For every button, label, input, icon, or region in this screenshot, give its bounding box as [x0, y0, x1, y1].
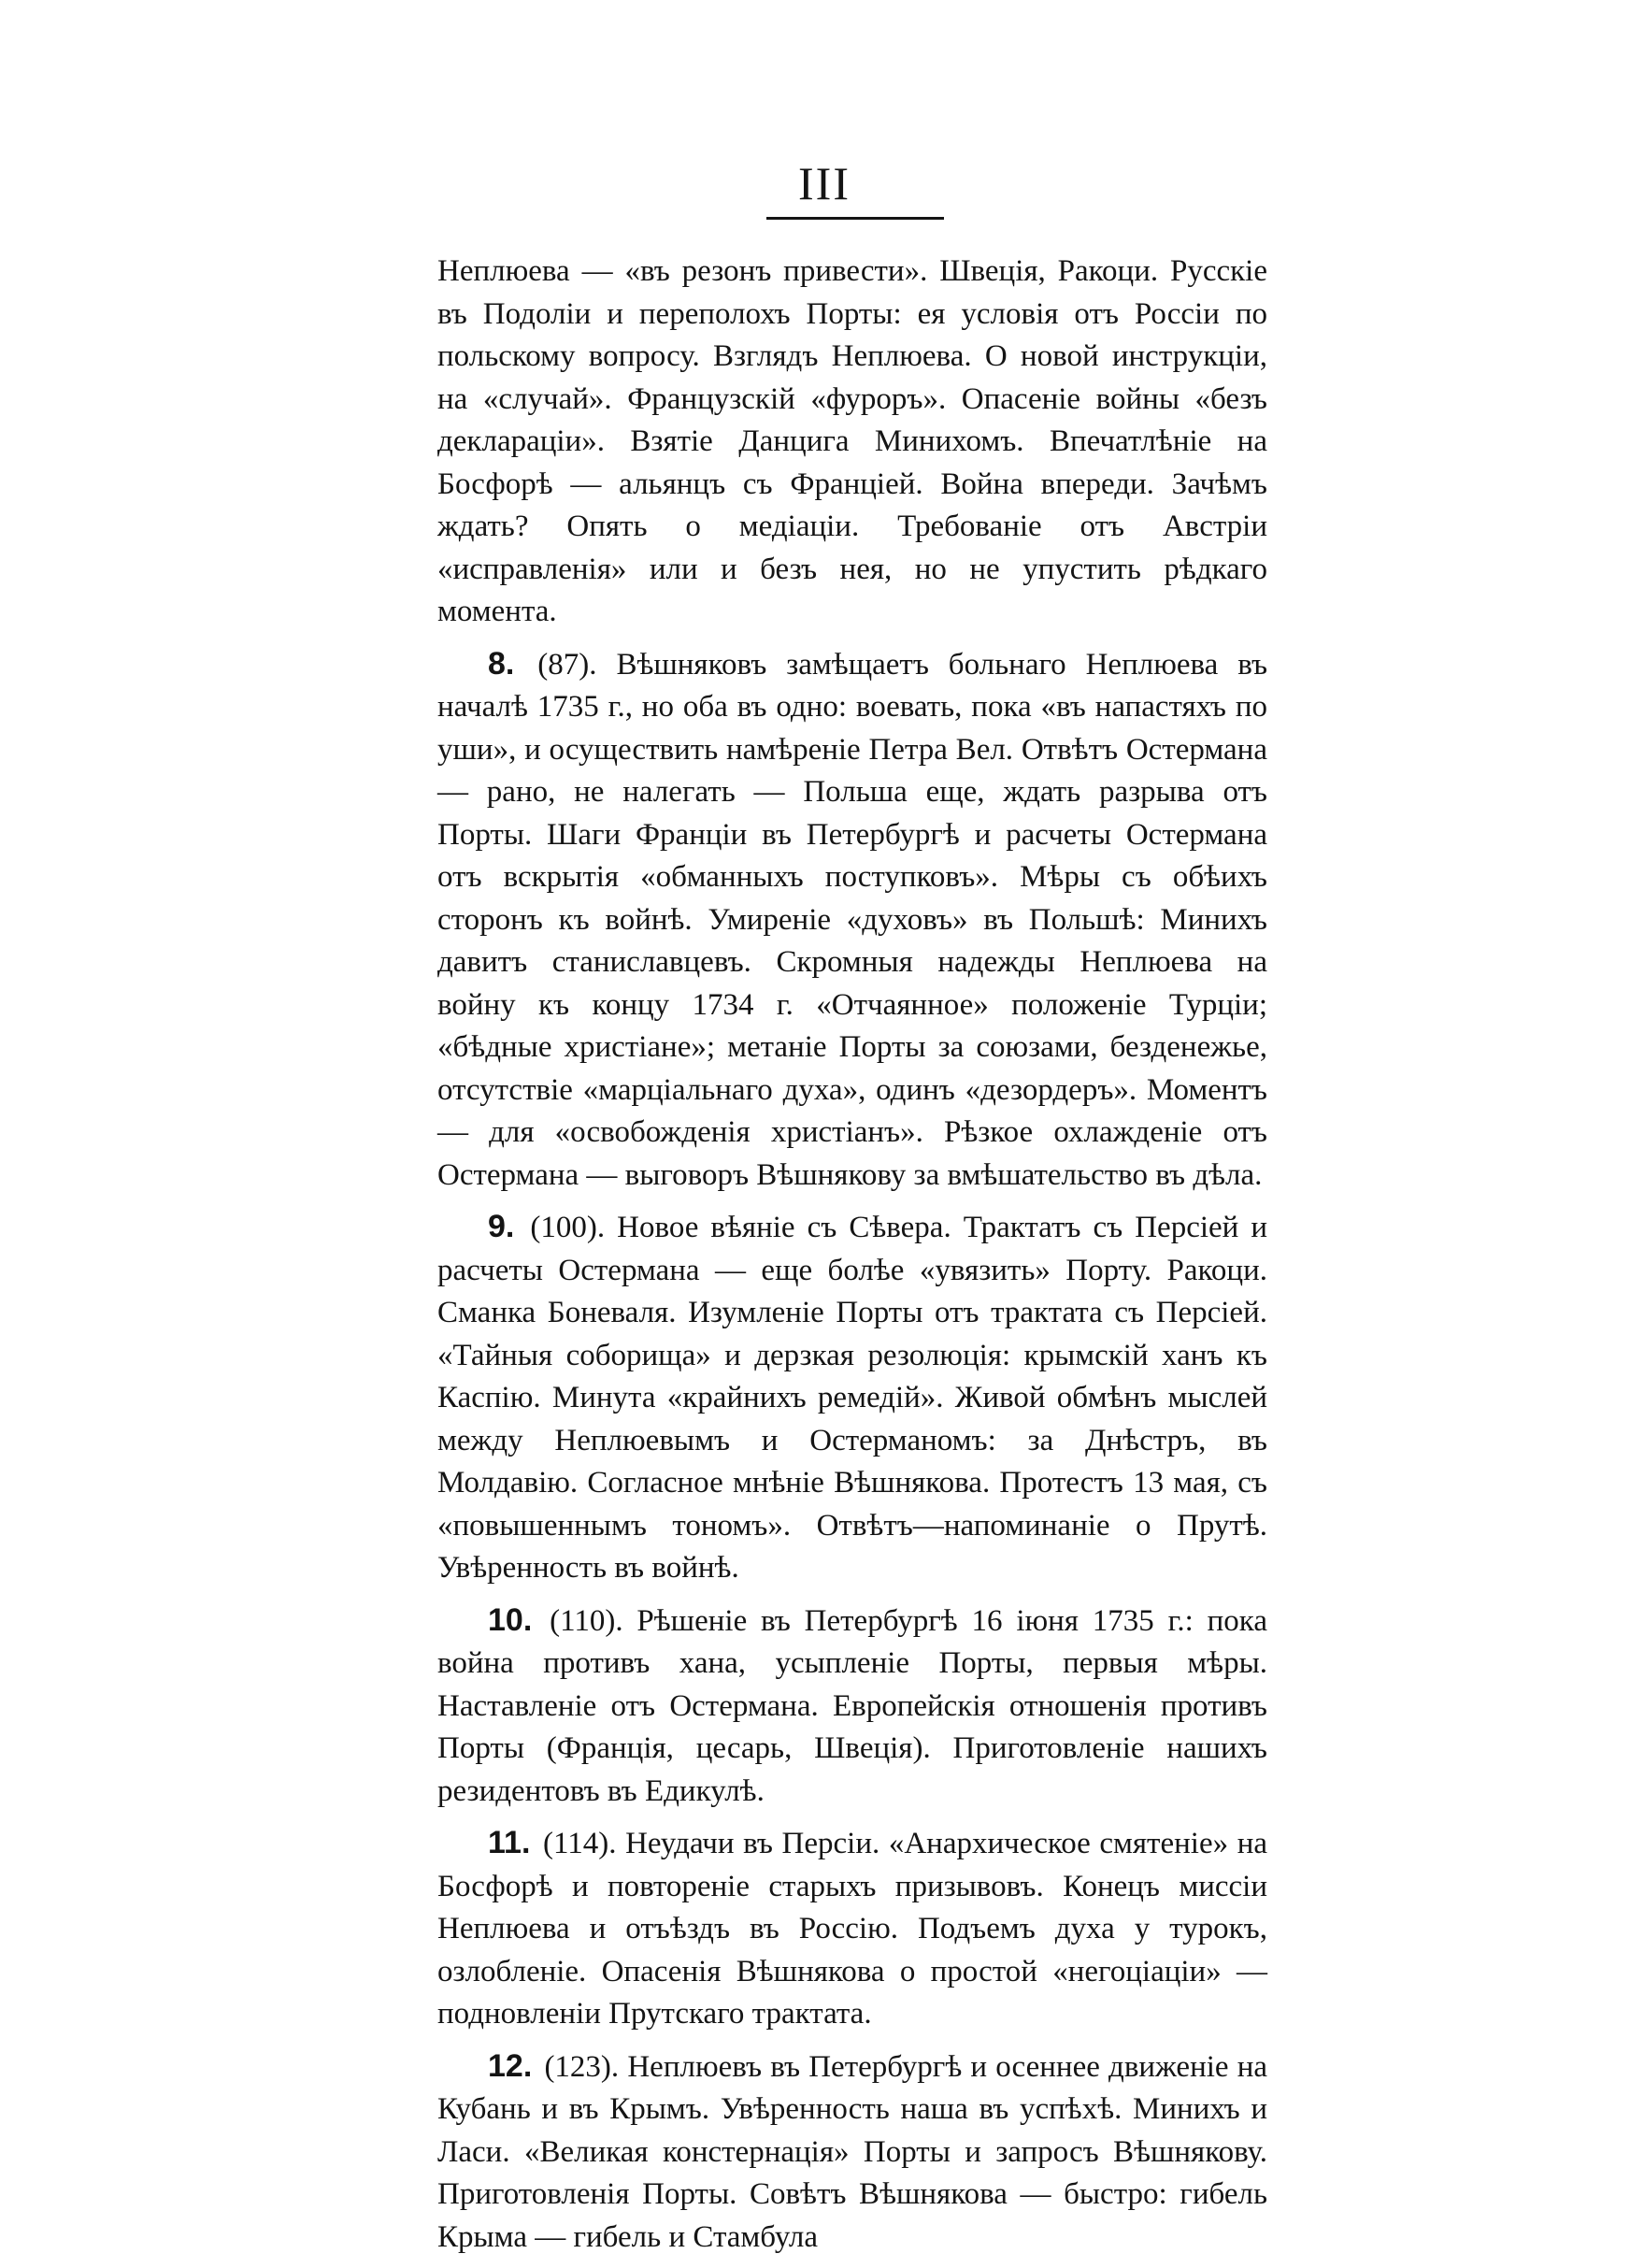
paragraph-number: 8. [488, 645, 515, 682]
paragraph-text: Новое вѣяніе съ Сѣвера. Трактатъ съ Персіей и расчеты Остермана — еще болѣе «увязить» Порту. Ракоци. Сманка Боневаля. Изумленіе Порты отъ трактата съ Персіей. «Тайныя соборища» и дерзкая резолюція: крымскій ханъ къ Каспію. Минута «крайнихъ ремедій». Живой обмѣнъ мыслей между Неплюевымъ и Остерманомъ: за Днѣстръ, въ Молдавію. Согласное мнѣніе Вѣшнякова. Протестъ 13 мая, съ «повышеннымъ тономъ». Отвѣтъ—напоминаніе о Прутѣ. Увѣренность въ войнѣ. [437, 1211, 1268, 1585]
page-header [0, 157, 1630, 209]
paragraph-number: 10. [488, 1601, 533, 1638]
paragraph-continuation [437, 251, 1267, 634]
paragraph-page-ref: (123). [544, 2049, 620, 2084]
text-column [437, 251, 1267, 2268]
paragraph-9 [437, 1206, 1267, 1590]
paragraph-page-ref: (110). [550, 1603, 623, 1638]
paragraph-number: 9. [488, 1209, 515, 1244]
paragraph-text: Неплюевъ въ Петербургѣ и осеннее движеніе на Кубань и въ Крымъ. Увѣренность наша въ успѣхѣ. Минихъ и Ласи. «Великая констернація» Порты и запросъ Вѣшнякову. Приготовленія Порты. Совѣтъ Вѣшнякова — быстро: гибель Крыма — гибель и Стамбула [437, 2049, 1268, 2254]
paragraph-page-ref: (114). [542, 1827, 617, 1860]
page-number: III [798, 157, 851, 209]
paragraph-text: Вѣшняковъ замѣщаетъ больнаго Неплюева въ началѣ 1735 г., но оба въ одно: воевать, пока «въ напастяхъ по уши», и осуществить намѣреніе Петра Вел. Отвѣтъ Остермана — рано, не налегать — Польша еще, ждать разрыва отъ Порты. Шаги Франціи въ Петербургѣ и расчеты Остермана отъ вскрытія «обманныхъ поступковъ». Мѣры съ обѣихъ сторонъ къ войнѣ. Умиреніе «духовъ» въ Польшѣ: Минихъ давитъ станиславцевъ. Скромныя надежды Неплюева на войну къ концу 1734 г. «Отчаянное» положеніе Турціи; «бѣдные христіане»; метаніе Порты за союзами, безденежье, отсутствіе «марціальнаго духа», одинъ «дезордеръ». Моментъ — для «освобожденія христіанъ». Рѣзкое охлажденіе отъ Остермана — выговоръ Вѣшнякову за вмѣшательство въ дѣла. [437, 647, 1268, 1192]
header-rule [766, 217, 944, 220]
paragraph-10 [437, 1600, 1267, 1814]
paragraph-text: Неплюева — «въ резонъ привести». Швеція, Ракоци. Русскіе въ Подоліи и переполохъ Порты: ея условія отъ Россіи по польскому вопросу. Взглядъ Неплюева. О новой инструкціи, на «случай». Французскій «фуроръ». Опасеніе войны «безъ деклараціи». Взятіе Данцига Минихомъ. Впечатлѣніе на Босфорѣ — альянцъ съ Франціей. Война впереди. Зачѣмъ ждать? Опять о медіаціи. Требованіе отъ Австріи «исправленія» или и безъ нея, но не упустить рѣдкаго момента. [437, 254, 1267, 628]
paragraph-page-ref: (100). [530, 1211, 606, 1244]
paragraph-page-ref: (87). [537, 647, 597, 682]
paragraph-11 [437, 1822, 1267, 2036]
paragraph-number: 12. [488, 2047, 533, 2084]
paragraph-text: Рѣшеніе въ Петербургѣ 16 іюня 1735 г.: пока война противъ хана, усыпленіе Порты, первыя мѣры. Наставленіе отъ Остермана. Европейскія отношенія противъ Порты (Франція, цесарь, Швеція). Приготовленіе нашихъ резидентовъ въ Едикулѣ. [437, 1603, 1267, 1808]
paragraph-8 [437, 643, 1267, 1198]
paragraph-text: Неудачи въ Персіи. «Анархическое смятеніе» на Босфорѣ и повтореніе старыхъ призывовъ. Конецъ миссіи Неплюева и отъѣздъ въ Россію. Подъемъ духа у турокъ, озлобленіе. Опасенія Вѣшнякова о простой «негоціаціи» — подновленіи Прутскаго трактата. [437, 1827, 1267, 2031]
paragraph-number: 11. [488, 1825, 531, 1860]
